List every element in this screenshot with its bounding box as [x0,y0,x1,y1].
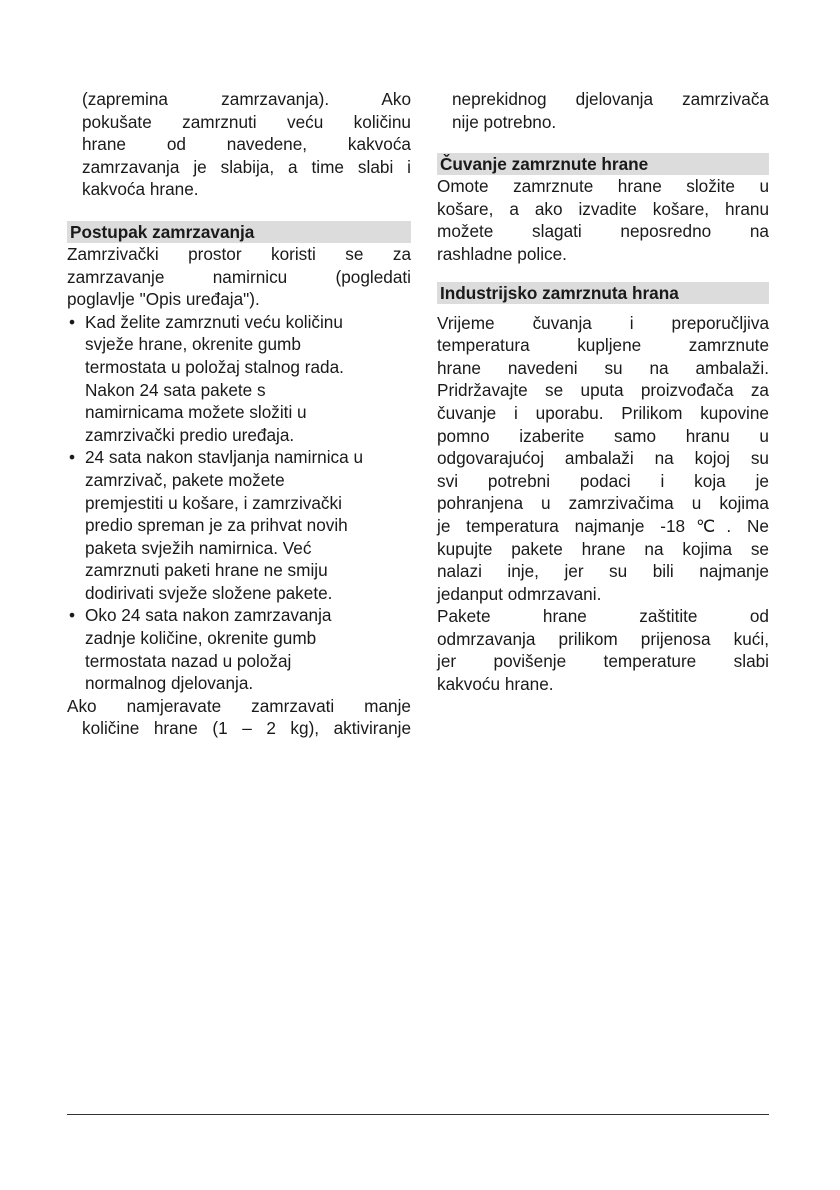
section-heading-postupak: Postupak zamrzavanja [67,221,411,243]
text-line: kupujte pakete hrane na kojima se [437,538,769,559]
text-line: Kad želite zamrznuti veću količinu [85,311,343,332]
bullet-icon: • [69,447,76,468]
bullet-item [67,446,411,604]
text-line: Ako namjeravate zamrzavati manje [67,695,411,716]
text-line: je temperatura najmanje -18℃. Ne [437,515,769,536]
text-line: termostata u položaj stalnog rada. [85,356,344,377]
text-line: zamrzavanja je slabija, a time slabi i [82,156,411,177]
text-line: Zamrzivački prostor koristi se za [67,243,411,264]
text-line: odmrzavanja prilikom prijenosa kući, [437,628,769,649]
section-heading-industrijsko: Industrijsko zamrznuta hrana [437,282,769,304]
text-line: Nakon 24 sata pakete s [85,379,266,400]
closing-paragraph [67,695,411,740]
text-line: temperatura kupljene zamrznute [437,335,769,356]
text-line: hrane od navedene, kakvoća [82,134,411,155]
text-line: rashladne police. [437,243,567,264]
text-line: količine hrane (1 – 2 kg), aktiviranje [82,718,411,739]
left-intro-paragraph [67,88,411,201]
text-line: termostata nazad u položaj [85,650,292,671]
bullet-item [67,311,411,447]
text-line: poglavlje "Opis uređaja"). [67,289,260,310]
text-line: Vrijeme čuvanja i preporučljiva [437,312,769,333]
section3-paragraph-2 [437,605,769,695]
right-intro-paragraph [437,88,769,133]
text-line: predio spreman je za prihvat novih [85,515,348,536]
text-line: pohranjena u zamrzivačima u kojima [437,493,769,514]
text-line: zadnje količine, okrenite gumb [85,628,317,649]
text-line: namirnicama možete složiti u [85,402,307,423]
text-line: Oko 24 sata nakon zamrzavanja [85,605,332,626]
text-line: zamrzavanje namirnicu (pogledati [67,266,411,287]
text-line: košare, a ako izvadite košare, hranu [437,198,769,219]
section2-paragraph [437,175,769,265]
section-heading-cuvanje: Čuvanje zamrznute hrane [437,153,769,175]
section1-paragraph [67,243,411,311]
right-column [437,88,769,696]
text-line: hrane navedeni su na ambalaži. [437,357,769,378]
text-line: Pridržavajte se uputa proizvođača za [437,380,769,401]
text-line: zamrzivački predio uređaja. [85,424,295,445]
left-column [67,88,411,740]
text-line: nalazi inje, jer su bili najmanje [437,561,769,582]
text-line: normalnog djelovanja. [85,673,254,694]
text-line: (zapremina zamrzavanja). Ako [82,89,411,109]
text-line: Omote zamrznute hrane složite u [437,176,769,197]
text-line: odgovarajućoj ambalaži na kojoj su [437,448,769,469]
text-line: jer povišenje temperature slabi [437,651,769,672]
text-line: zamrzivač, pakete možete [85,469,285,490]
text-line: neprekidnog djelovanja zamrzivača [452,89,769,109]
text-line: pokušate zamrznuti veću količinu [82,111,411,132]
text-line: kakvoća hrane. [82,179,199,200]
text-line: pomno izaberite samo hranu u [437,425,769,446]
bullet-icon: • [69,605,76,626]
bullet-item [67,604,411,694]
text-line: kakvoću hrane. [437,674,554,695]
text-line: zamrznuti paketi hrane ne smiju [85,560,328,581]
text-line: paketa svježih namirnica. Već [85,537,312,558]
text-line: čuvanje i uporabu. Prilikom kupovine [437,402,769,423]
text-line: premjestiti u košare, i zamrzivački [85,492,342,513]
text-line: Pakete hrane zaštitite od [437,606,769,627]
text-line: dodirivati svježe složene pakete. [85,582,333,603]
text-line: nije potrebno. [452,111,557,132]
text-line: jedanput odmrzavani. [437,583,602,604]
text-line: 24 sata nakon stavljanja namirnica u [85,447,364,468]
text-line: svi potrebni podaci i koja je [437,470,769,491]
section3-paragraph-1 [437,312,769,606]
text-line: možete slagati neposredno na [437,221,769,242]
footer-divider [67,1114,769,1115]
text-line: svježe hrane, okrenite gumb [85,334,301,355]
bullet-icon: • [69,311,76,332]
